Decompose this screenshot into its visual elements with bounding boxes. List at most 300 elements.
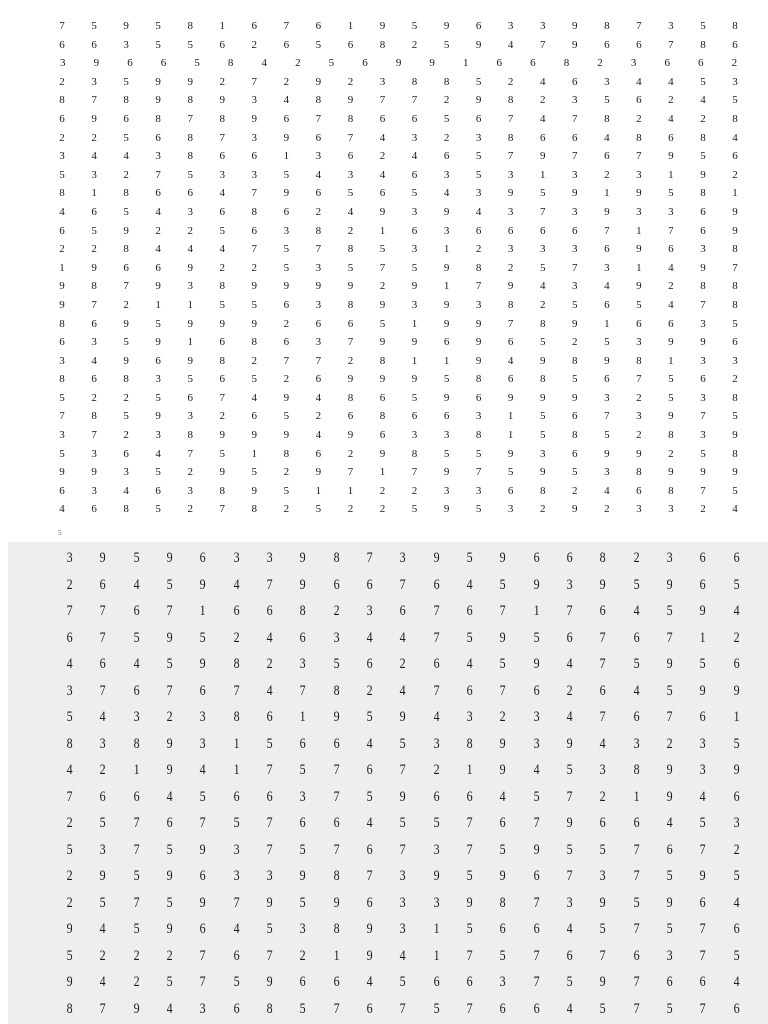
digit-cell: 3 xyxy=(604,466,610,479)
digit-cell: 2 xyxy=(59,243,65,256)
digit-cell: 5 xyxy=(539,261,546,274)
digit-cell: 8 xyxy=(333,550,340,566)
digit-cell: 6 xyxy=(604,150,610,163)
digit-cell: 5 xyxy=(347,187,354,200)
digit-cell: 7 xyxy=(668,38,674,51)
digit-cell: 3 xyxy=(507,243,514,256)
digit-cell: 3 xyxy=(539,447,546,460)
digit-cell: 3 xyxy=(604,75,610,88)
digit-cell: 3 xyxy=(315,298,322,311)
digit-cell: 8 xyxy=(187,94,193,107)
digit-cell: 5 xyxy=(219,298,225,311)
digit-cell: 3 xyxy=(700,317,706,330)
digit-cell: 9 xyxy=(733,762,740,778)
digit-cell: 5 xyxy=(700,447,706,460)
digit-cell: 9 xyxy=(299,550,306,566)
digit-cell: 9 xyxy=(507,187,514,200)
digit-cell: 9 xyxy=(283,391,290,404)
table-row xyxy=(46,110,751,129)
digit-cell: 6 xyxy=(59,112,65,125)
digit-cell: 4 xyxy=(566,709,573,725)
digit-cell: 7 xyxy=(266,762,273,778)
digit-cell: 5 xyxy=(251,298,258,311)
digit-cell: 9 xyxy=(666,894,673,911)
digit-cell: 2 xyxy=(604,503,610,516)
digit-cell: 7 xyxy=(199,947,206,964)
table-row xyxy=(46,73,751,92)
digit-cell: 7 xyxy=(333,788,340,805)
digit-cell: 5 xyxy=(91,20,97,32)
digit-cell: 6 xyxy=(443,410,450,423)
digit-cell: 5 xyxy=(572,373,578,386)
digit-cell: 7 xyxy=(599,629,606,646)
digit-cell: 6 xyxy=(299,629,306,646)
digit-cell: 3 xyxy=(315,336,322,349)
digit-cell: 6 xyxy=(187,391,193,404)
digit-cell: 9 xyxy=(668,150,674,163)
digit-cell: 2 xyxy=(66,894,73,911)
digit-cell: 3 xyxy=(399,868,406,884)
digit-cell: 8 xyxy=(347,112,354,125)
digit-cell: 3 xyxy=(123,466,129,479)
digit-cell: 5 xyxy=(733,947,740,964)
digit-cell: 3 xyxy=(155,429,161,442)
digit-cell: 1 xyxy=(668,168,674,181)
digit-cell: 3 xyxy=(433,735,440,752)
digit-cell: 5 xyxy=(59,447,65,460)
digit-cell: 4 xyxy=(466,656,473,672)
digit-cell: 6 xyxy=(539,224,546,237)
digit-cell: 2 xyxy=(219,75,225,88)
digit-cell: 4 xyxy=(507,38,514,51)
digit-cell: 5 xyxy=(732,484,738,497)
digit-cell: 2 xyxy=(99,947,106,964)
digit-cell: 2 xyxy=(333,603,340,619)
digit-cell: 9 xyxy=(475,317,482,330)
digit-cell: 6 xyxy=(59,38,65,51)
digit-cell: 9 xyxy=(66,974,73,990)
digit-cell: 5 xyxy=(539,336,546,349)
digit-cell: 4 xyxy=(507,354,514,367)
digit-cell: 7 xyxy=(347,131,354,144)
digit-cell: 9 xyxy=(443,205,450,218)
digit-cell: 6 xyxy=(466,974,473,990)
digit-cell: 6 xyxy=(315,20,322,32)
digit-cell: 4 xyxy=(668,261,674,274)
digit-cell: 9 xyxy=(700,168,706,181)
digit-cell: 6 xyxy=(699,709,706,725)
digit-cell: 7 xyxy=(700,410,706,423)
digit-cell: 9 xyxy=(187,317,193,330)
digit-cell: 6 xyxy=(366,576,373,593)
digit-cell: 5 xyxy=(123,336,129,349)
digit-cell: 4 xyxy=(666,815,673,831)
digit-cell: 3 xyxy=(333,629,340,646)
digit-cell: 5 xyxy=(299,1000,306,1017)
digit-cell: 3 xyxy=(233,841,240,858)
digit-cell: 3 xyxy=(251,168,258,181)
digit-cell: 2 xyxy=(347,354,354,367)
digit-cell: 6 xyxy=(499,1000,506,1017)
digit-cell: 9 xyxy=(155,410,161,423)
digit-cell: 2 xyxy=(443,131,450,144)
digit-cell: 9 xyxy=(283,187,290,200)
digit-cell: 3 xyxy=(283,224,290,237)
digit-cell: 6 xyxy=(604,373,610,386)
digit-cell: 9 xyxy=(636,243,642,256)
digit-cell: 9 xyxy=(572,20,578,32)
digit-cell: 1 xyxy=(633,788,640,805)
digit-cell: 3 xyxy=(411,298,418,311)
table-row xyxy=(53,943,753,970)
digit-cell: 4 xyxy=(233,921,240,937)
digit-cell: 4 xyxy=(699,788,706,805)
digit-cell: 9 xyxy=(666,656,673,672)
digit-cell: 4 xyxy=(91,354,97,367)
digit-cell: 9 xyxy=(91,112,97,125)
digit-cell: 5 xyxy=(499,656,506,672)
digit-cell: 9 xyxy=(443,261,450,274)
digit-cell: 9 xyxy=(395,57,402,70)
digit-cell: 7 xyxy=(399,762,406,778)
digit-cell: 6 xyxy=(266,788,273,805)
digit-cell: 5 xyxy=(466,629,473,646)
digit-cell: 6 xyxy=(347,38,354,51)
digit-cell: 5 xyxy=(233,815,240,831)
digit-cell: 9 xyxy=(732,224,738,237)
digit-cell: 6 xyxy=(99,576,106,593)
digit-cell: 3 xyxy=(266,868,273,884)
table-row xyxy=(53,969,753,996)
digit-cell: 8 xyxy=(187,429,193,442)
digit-cell: 6 xyxy=(604,298,610,311)
digit-cell: 7 xyxy=(433,682,440,699)
digit-cell: 4 xyxy=(443,187,450,200)
digit-cell: 9 xyxy=(604,205,610,218)
digit-cell: 2 xyxy=(443,94,450,107)
digit-cell: 6 xyxy=(187,187,193,200)
digit-cell: 6 xyxy=(496,57,503,70)
digit-cell: 5 xyxy=(155,38,161,51)
digit-cell: 8 xyxy=(347,298,354,311)
digit-cell: 9 xyxy=(443,298,450,311)
digit-cell: 5 xyxy=(283,484,290,497)
digit-cell: 6 xyxy=(530,57,536,70)
digit-cell: 4 xyxy=(566,1000,573,1017)
digit-cell: 4 xyxy=(155,205,161,218)
digit-cell: 9 xyxy=(166,868,173,884)
digit-cell: 2 xyxy=(99,762,106,778)
digit-cell: 5 xyxy=(59,391,65,404)
digit-cell: 7 xyxy=(666,709,673,725)
digit-cell: 8 xyxy=(411,447,418,460)
digit-cell: 9 xyxy=(219,429,225,442)
digit-cell: 7 xyxy=(251,187,258,200)
digit-cell: 9 xyxy=(539,391,546,404)
digit-cell: 2 xyxy=(399,656,406,672)
digit-cell: 6 xyxy=(299,735,306,752)
digit-cell: 7 xyxy=(633,1000,640,1017)
digit-cell: 5 xyxy=(299,841,306,858)
digit-cell: 8 xyxy=(123,94,129,107)
digit-cell: 1 xyxy=(315,484,322,497)
digit-cell: 6 xyxy=(666,974,673,990)
digit-cell: 9 xyxy=(333,894,340,911)
digit-cell: 5 xyxy=(66,947,73,964)
digit-cell: 3 xyxy=(433,894,440,911)
digit-cell: 5 xyxy=(123,205,129,218)
table-row xyxy=(53,678,753,705)
digit-cell: 9 xyxy=(507,280,514,293)
digit-cell: 5 xyxy=(399,735,406,752)
digit-cell: 6 xyxy=(91,503,97,516)
table-row xyxy=(46,222,751,241)
table-row xyxy=(53,810,753,837)
table-row xyxy=(46,203,751,222)
digit-cell: 5 xyxy=(155,20,161,32)
digit-cell: 8 xyxy=(227,57,234,70)
digit-cell: 3 xyxy=(187,205,193,218)
digit-cell: 4 xyxy=(266,629,273,646)
digit-cell: 6 xyxy=(155,187,161,200)
digit-cell: 3 xyxy=(475,131,482,144)
digit-cell: 6 xyxy=(698,57,704,70)
digit-cell: 6 xyxy=(732,150,738,163)
digit-cell: 2 xyxy=(315,410,322,423)
digit-cell: 6 xyxy=(533,682,540,699)
table-row xyxy=(46,389,751,408)
digit-cell: 7 xyxy=(166,682,173,699)
digit-cell: 4 xyxy=(187,243,193,256)
table-row xyxy=(46,296,751,315)
digit-cell: 1 xyxy=(443,354,450,367)
digit-cell: 2 xyxy=(283,466,290,479)
digit-cell: 5 xyxy=(466,921,473,937)
digit-cell: 9 xyxy=(604,447,610,460)
digit-cell: 3 xyxy=(233,868,240,884)
digit-cell: 2 xyxy=(347,75,354,88)
digit-cell: 3 xyxy=(187,410,193,423)
digit-cell: 1 xyxy=(187,298,193,311)
table-row xyxy=(53,704,753,731)
digit-cell: 5 xyxy=(566,841,573,858)
digit-cell: 3 xyxy=(475,187,482,200)
digit-cell: 8 xyxy=(732,243,738,256)
digit-cell: 7 xyxy=(666,629,673,646)
digit-cell: 2 xyxy=(266,656,273,672)
digit-cell: 9 xyxy=(315,75,322,88)
digit-cell: 4 xyxy=(566,921,573,937)
digit-cell: 7 xyxy=(166,603,173,619)
digit-cell: 4 xyxy=(59,503,65,516)
digit-cell: 8 xyxy=(604,112,610,125)
digit-cell: 7 xyxy=(333,762,340,778)
digit-cell: 6 xyxy=(533,550,540,566)
digit-cell: 6 xyxy=(668,317,674,330)
digit-cell: 6 xyxy=(599,815,606,831)
digit-cell: 3 xyxy=(411,205,418,218)
digit-cell: 4 xyxy=(732,131,738,144)
digit-cell: 7 xyxy=(633,868,640,884)
digit-cell: 2 xyxy=(295,57,301,70)
digit-cell: 9 xyxy=(533,576,540,593)
digit-cell: 2 xyxy=(475,243,482,256)
digit-cell: 7 xyxy=(187,447,193,460)
digit-cell: 5 xyxy=(91,224,97,237)
digit-cell: 7 xyxy=(636,150,642,163)
digit-cell: 7 xyxy=(133,815,140,831)
digit-cell: 8 xyxy=(572,429,578,442)
digit-cell: 6 xyxy=(572,224,578,237)
digit-cell: 3 xyxy=(732,75,738,88)
digit-cell: 9 xyxy=(187,354,193,367)
digit-cell: 4 xyxy=(59,205,65,218)
digit-cell: 7 xyxy=(507,317,514,330)
digit-cell: 4 xyxy=(266,682,273,699)
digit-cell: 7 xyxy=(347,336,354,349)
digit-cell: 5 xyxy=(633,656,640,672)
digit-cell: 6 xyxy=(315,447,322,460)
table-row xyxy=(53,890,753,917)
digit-cell: 7 xyxy=(604,410,610,423)
digit-cell: 7 xyxy=(533,894,540,911)
digit-cell: 5 xyxy=(99,894,106,911)
digit-cell: 5 xyxy=(699,815,706,831)
digit-cell: 9 xyxy=(315,466,322,479)
digit-cell: 7 xyxy=(379,261,386,274)
digit-cell: 9 xyxy=(733,682,740,699)
digit-cell: 7 xyxy=(507,112,514,125)
digit-cell: 3 xyxy=(572,205,578,218)
digit-cell: 7 xyxy=(599,947,606,964)
digit-cell: 7 xyxy=(699,921,706,937)
digit-cell: 8 xyxy=(187,20,193,32)
digit-cell: 4 xyxy=(700,94,706,107)
digit-cell: 5 xyxy=(187,373,193,386)
digit-cell: 2 xyxy=(187,503,193,516)
digit-cell: 6 xyxy=(59,224,65,237)
digit-cell: 3 xyxy=(475,298,482,311)
digit-cell: 5 xyxy=(433,815,440,831)
digit-cell: 7 xyxy=(266,841,273,858)
digit-cell: 3 xyxy=(507,205,514,218)
digit-cell: 6 xyxy=(668,243,674,256)
digit-cell: 5 xyxy=(166,576,173,593)
digit-cell: 6 xyxy=(636,484,642,497)
digit-cell: 4 xyxy=(399,682,406,699)
digit-cell: 4 xyxy=(539,280,546,293)
digit-cell: 5 xyxy=(155,503,161,516)
digit-cell: 9 xyxy=(155,94,161,107)
digit-cell: 8 xyxy=(507,298,514,311)
digit-cell: 9 xyxy=(433,868,440,884)
digit-cell: 9 xyxy=(572,187,578,200)
digit-cell: 1 xyxy=(732,187,738,200)
digit-cell: 3 xyxy=(700,429,706,442)
digit-cell: 9 xyxy=(539,354,546,367)
digit-cell: 9 xyxy=(219,94,225,107)
digit-cell: 9 xyxy=(572,391,578,404)
digit-cell: 7 xyxy=(566,868,573,884)
digit-cell: 5 xyxy=(604,429,610,442)
digit-cell: 3 xyxy=(379,75,386,88)
digit-cell: 6 xyxy=(59,484,65,497)
digit-cell: 1 xyxy=(733,709,740,725)
digit-cell: 5 xyxy=(283,410,290,423)
digit-cell: 5 xyxy=(219,224,225,237)
digit-cell: 7 xyxy=(411,466,418,479)
bottom-digit-table xyxy=(53,545,753,1022)
digit-cell: 4 xyxy=(133,576,140,593)
digit-cell: 4 xyxy=(347,205,354,218)
digit-cell: 5 xyxy=(166,894,173,911)
digit-cell: 7 xyxy=(266,815,273,831)
digit-cell: 4 xyxy=(199,762,206,778)
digit-cell: 7 xyxy=(251,243,258,256)
digit-cell: 9 xyxy=(283,280,290,293)
digit-cell: 6 xyxy=(251,410,258,423)
digit-cell: 9 xyxy=(199,656,206,672)
digit-cell: 9 xyxy=(566,815,573,831)
digit-cell: 8 xyxy=(539,317,546,330)
digit-cell: 9 xyxy=(91,466,97,479)
digit-cell: 2 xyxy=(347,447,354,460)
digit-cell: 8 xyxy=(266,1000,273,1017)
digit-cell: 9 xyxy=(475,38,482,51)
digit-cell: 6 xyxy=(362,57,368,70)
digit-cell: 8 xyxy=(379,410,386,423)
digit-cell: 8 xyxy=(572,354,578,367)
digit-cell: 4 xyxy=(366,629,373,646)
digit-cell: 1 xyxy=(219,20,225,32)
digit-cell: 6 xyxy=(411,224,418,237)
digit-cell: 2 xyxy=(251,38,258,51)
digit-cell: 5 xyxy=(199,788,206,805)
table-row xyxy=(46,54,751,73)
digit-cell: 1 xyxy=(636,224,642,237)
digit-cell: 7 xyxy=(604,224,610,237)
digit-cell: 9 xyxy=(133,1000,140,1017)
digit-cell: 9 xyxy=(668,336,674,349)
digit-cell: 7 xyxy=(219,503,225,516)
digit-cell: 3 xyxy=(59,354,65,367)
digit-cell: 4 xyxy=(539,112,546,125)
digit-cell: 5 xyxy=(475,503,482,516)
digit-cell: 8 xyxy=(333,921,340,937)
digit-cell: 5 xyxy=(700,20,706,32)
digit-cell: 8 xyxy=(700,38,706,51)
digit-cell: 6 xyxy=(572,75,578,88)
digit-cell: 9 xyxy=(315,280,322,293)
digit-cell: 8 xyxy=(66,735,73,752)
digit-cell: 6 xyxy=(475,224,482,237)
digit-cell: 8 xyxy=(133,735,140,752)
digit-cell: 4 xyxy=(604,484,610,497)
digit-cell: 6 xyxy=(633,947,640,964)
digit-cell: 7 xyxy=(499,603,506,619)
digit-cell: 2 xyxy=(219,261,225,274)
digit-cell: 3 xyxy=(466,709,473,725)
digit-cell: 3 xyxy=(91,75,97,88)
digit-cell: 1 xyxy=(233,762,240,778)
digit-cell: 3 xyxy=(91,168,97,181)
digit-cell: 6 xyxy=(333,815,340,831)
digit-cell: 7 xyxy=(533,974,540,990)
digit-cell: 5 xyxy=(283,261,290,274)
digit-cell: 6 xyxy=(219,373,225,386)
digit-cell: 6 xyxy=(219,205,225,218)
digit-cell: 6 xyxy=(160,57,167,70)
